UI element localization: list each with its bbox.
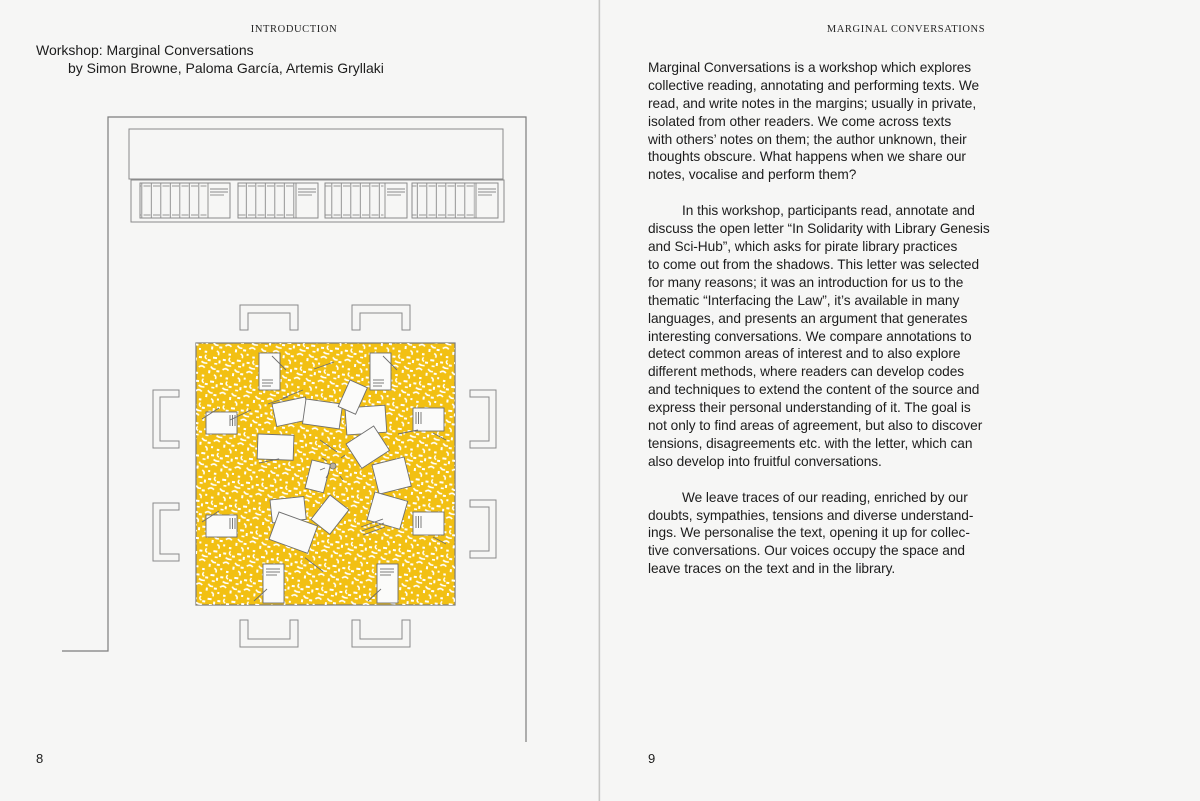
chair <box>153 390 179 448</box>
paragraph: In this workshop, participants read, annotate and discuss the open letter “In Solidarity with Library Genesis and Sci-Hub”, which asks for pirate library practices to come out from the shadows. This letter was selected for many reasons; it was an introduction for us to the thematic “Interfacing the Law”, it’s available in many languages, and presents an argument that generates interesting conversations. We compare annotations to detect common areas of interest and to also explore different methods, where readers can develop codes and techniques to extend the content of the source and express their personal understanding of it. The goal is not only to find areas of agreement, but also to discover tensions, disagreements etc. with the letter, which can also develop into fruitful conversations. <box>648 203 990 469</box>
chair <box>240 620 298 647</box>
bookshelf <box>131 180 504 222</box>
running-head-right: MARGINAL CONVERSATIONS <box>826 24 986 35</box>
chair <box>470 390 496 448</box>
bookshelf-section <box>238 183 318 218</box>
bookshelf-section <box>325 183 407 218</box>
page-number: 8 <box>36 751 44 766</box>
workshop-byline: by Simon Browne, Paloma García, Artemis Gryllaki <box>68 60 384 76</box>
paper-sheet <box>303 399 343 429</box>
chair <box>352 305 410 330</box>
body-text <box>648 41 1004 596</box>
chair <box>352 620 410 647</box>
chair <box>240 305 298 330</box>
right-page <box>600 0 1200 801</box>
paragraph: We leave traces of our reading, enriched by our doubts, sympathies, tensions and diverse understand- ings. We personalise the text, opening it up for collec- tive conversations. Our voices occupy the space and leave traces on the text and in the library. <box>648 489 974 577</box>
bookshelf-section <box>140 183 230 218</box>
wall-panel <box>129 129 503 179</box>
paragraph: Marginal Conversations is a workshop which explores collective reading, annotating and performing texts. We read, and write notes in the margins; usually in private, isolated from other readers. We come across texts with others’ notes on them; the author unknown, their thoughts obscure. What happens when we share our notes, vocalise and perform them? <box>648 59 980 183</box>
page-number: 9 <box>648 751 656 766</box>
paper-sheet <box>202 511 237 537</box>
running-head-left: INTRODUCTION <box>250 24 338 35</box>
chair <box>153 503 179 561</box>
paper-sheet <box>202 408 237 434</box>
chair <box>470 500 496 558</box>
workshop-title: Workshop: Marginal Conversations <box>36 42 254 58</box>
bookshelf-section <box>412 183 498 218</box>
